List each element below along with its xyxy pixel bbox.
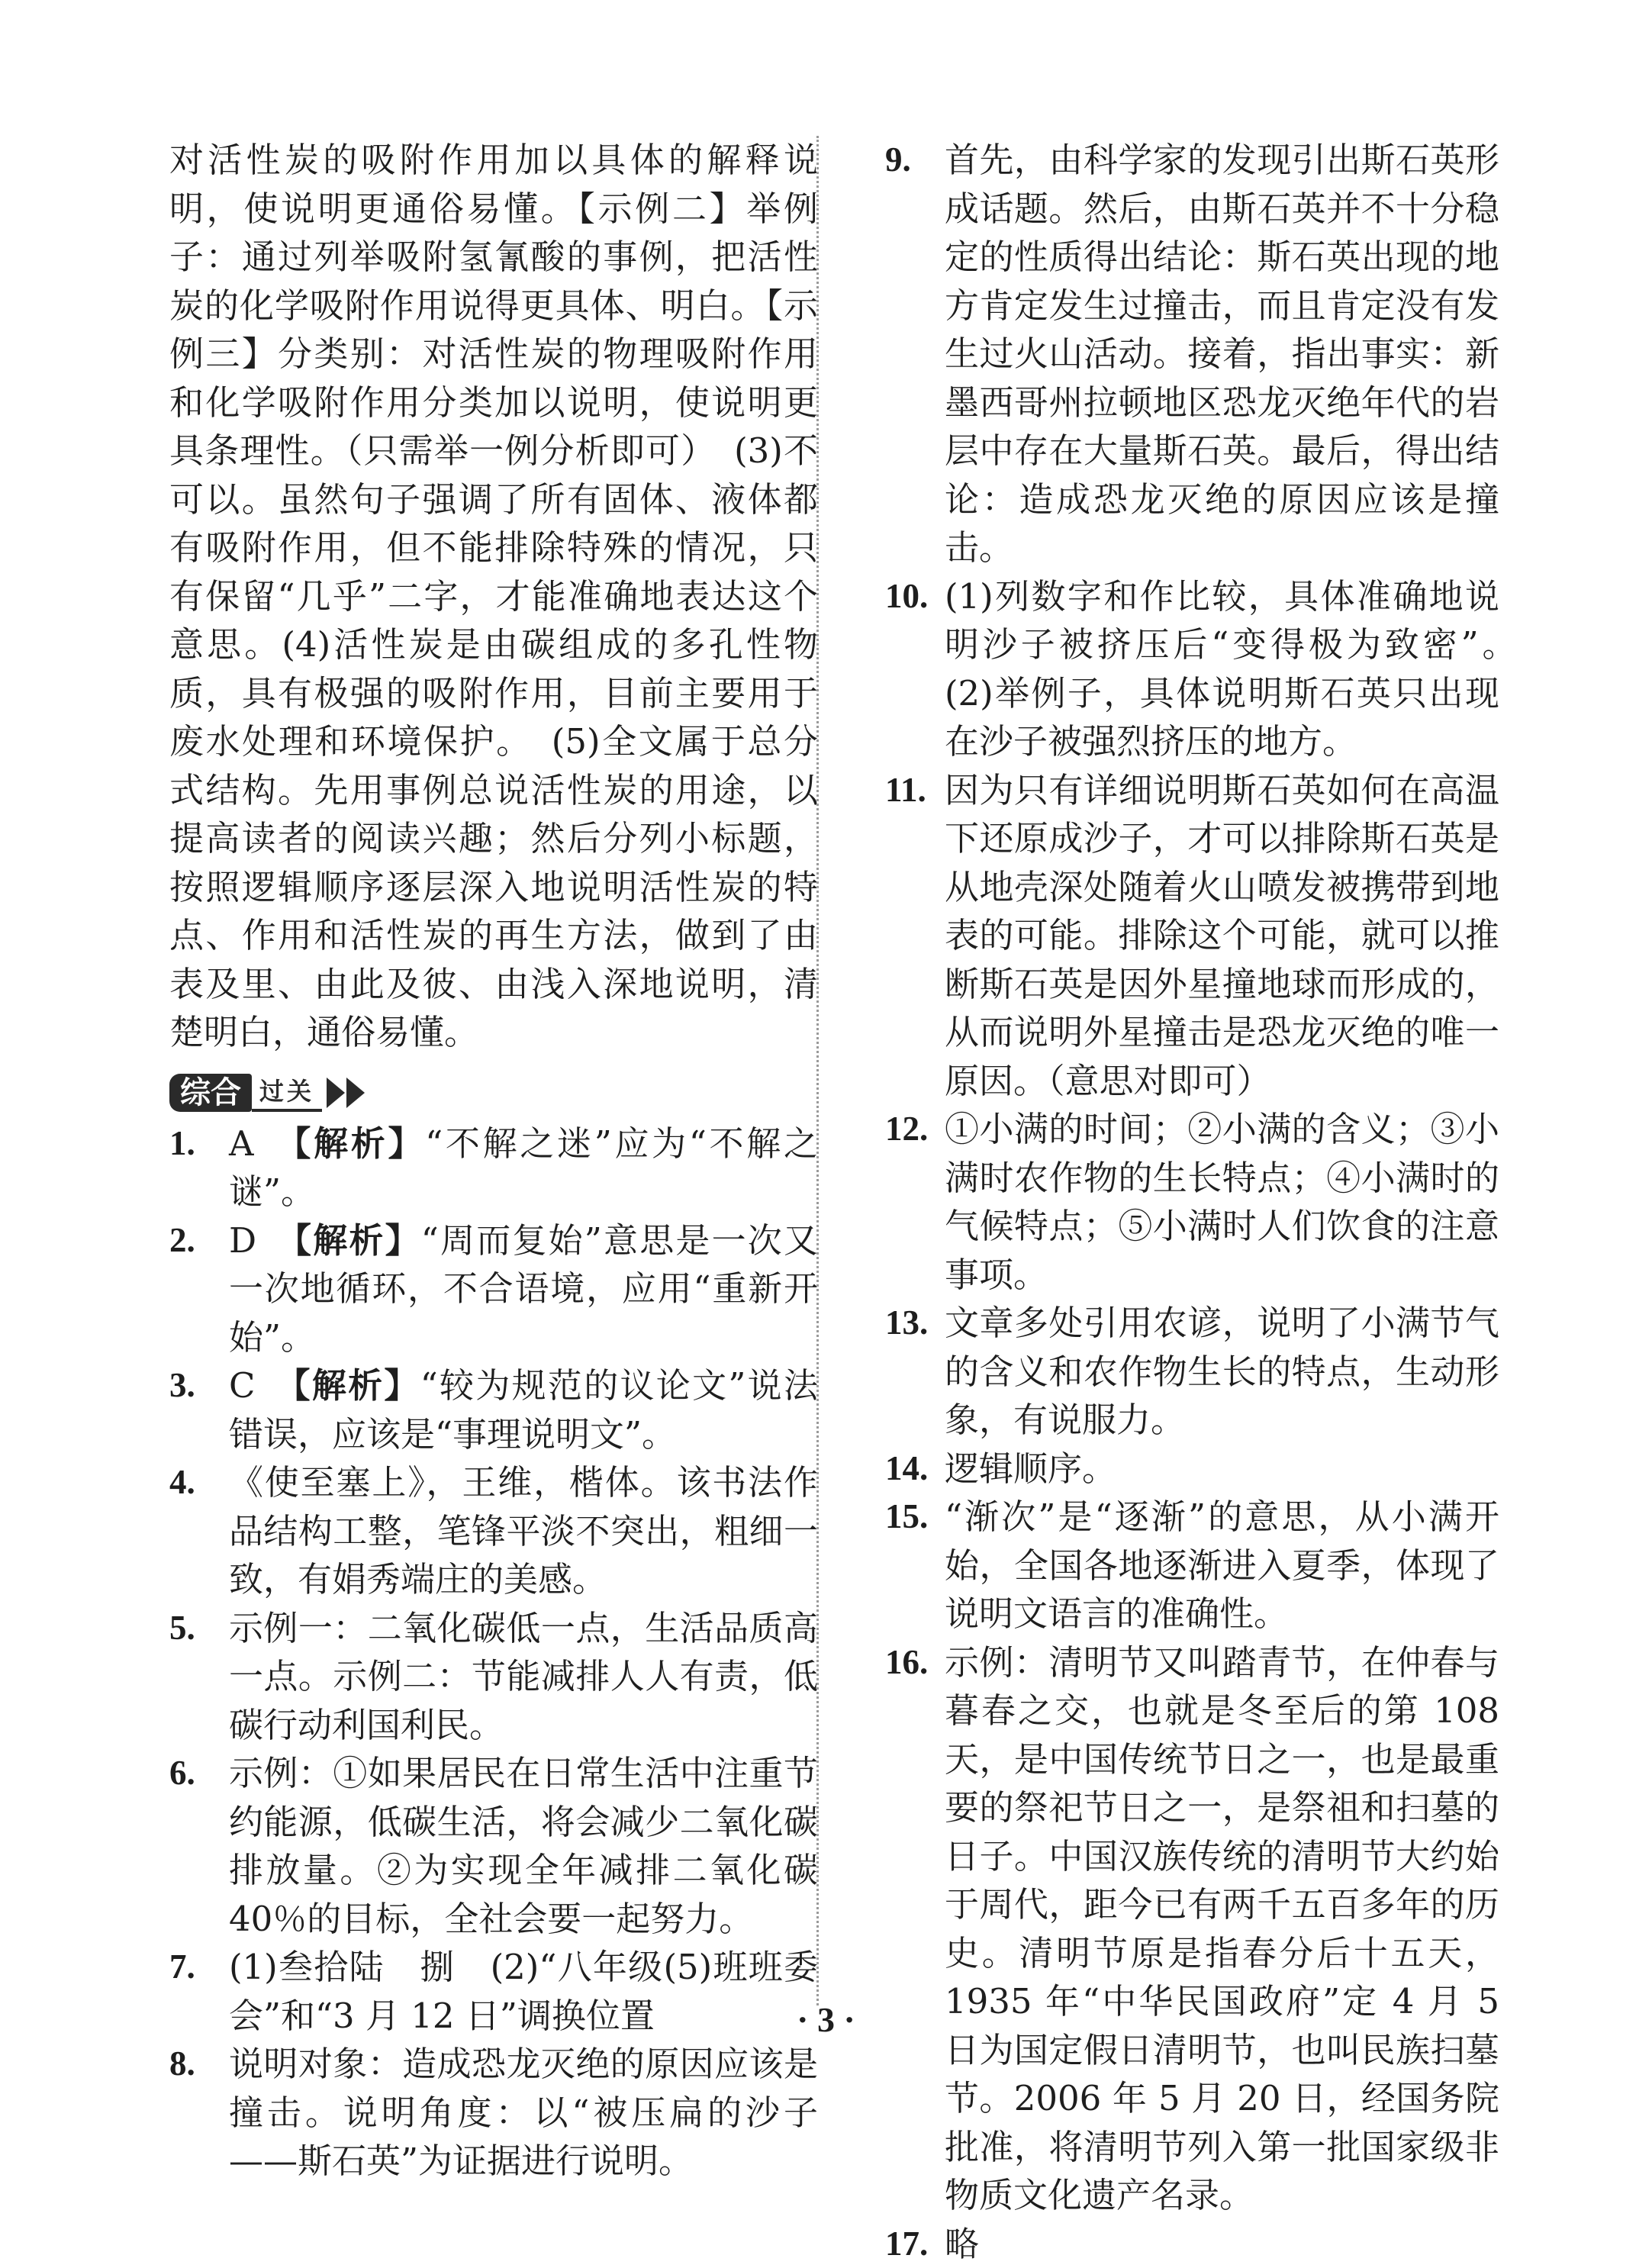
column-divider	[816, 136, 819, 2005]
item-number: 6.	[169, 1749, 229, 1798]
item-number: 1.	[169, 1120, 229, 1168]
section-header-zonghe	[169, 1069, 818, 1116]
item-text: 因为只有详细说明斯石英如何在高温下还原成沙子，才可以排除斯石英是从地壳深处随着火山喷发被携带到地表的可能。排除这个可能，就可以推断斯石英是因外星撞地球而形成的，从而说明外星撞击是恐龙灭绝的唯一原因。（意思对即可）	[945, 770, 1499, 1101]
item-number: 14.	[885, 1445, 945, 1493]
answer-item-1	[169, 1120, 818, 1216]
answer-item-11	[885, 766, 1499, 1106]
answer-item-10	[885, 572, 1499, 766]
item-text: 《使至塞上》，王维，楷体。该书法作品结构工整，笔锋平淡不突出，粗细一致，有娟秀端庄的美感。	[229, 1462, 818, 1600]
analysis-label: 【解析】	[294, 1123, 425, 1164]
item-text: “较为规范的议论文”说法错误，应该是“事理说明文”。	[229, 1365, 818, 1455]
double-arrow-icon	[327, 1078, 366, 1108]
answer-letter: D	[229, 1220, 256, 1261]
item-number: 2.	[169, 1216, 229, 1265]
item-number: 9.	[885, 136, 945, 185]
answer-item-16	[885, 1638, 1499, 2220]
item-number: 15.	[885, 1493, 945, 1542]
answer-item-6	[169, 1749, 818, 1943]
item-text: 首先，由科学家的发现引出斯石英形成话题。然后，由斯石英并不十分稳定的性质得出结论：斯石英出现的地方肯定发生过撞击，而且肯定没有发生过火山活动。接着，指出事实：新墨西哥州拉顿地区恐龙灭绝年代的岩层中存在大量斯石英。最后，得出结论：造成恐龙灭绝的原因应该是撞击。	[945, 140, 1499, 568]
answer-item-14	[885, 1445, 1499, 1493]
item-number: 12.	[885, 1105, 945, 1154]
item-number: 10.	[885, 572, 945, 621]
section-header-main: 综合	[169, 1074, 252, 1112]
answer-item-4	[169, 1458, 818, 1604]
item-text: 示例：①如果居民在日常生活中注重节约能源，低碳生活，将会减少二氧化碳排放量。②为实现全年减排二氧化碳 40％的目标，全社会要一起努力。	[229, 1753, 818, 1939]
item-number: 4.	[169, 1458, 229, 1507]
answer-item-9	[885, 136, 1499, 572]
answer-item-2	[169, 1216, 818, 1362]
answer-item-12	[885, 1105, 1499, 1299]
item-number: 13.	[885, 1299, 945, 1348]
item-text: “周而复始”意思是一次又一次地循环，不合语境，应用“重新开始”。	[229, 1220, 818, 1358]
left-column	[169, 136, 818, 2186]
answer-item-17	[885, 2220, 1499, 2268]
item-number: 8.	[169, 2040, 229, 2089]
item-text: 略	[945, 2224, 979, 2264]
analysis-label: 【解析】	[295, 1220, 421, 1261]
item-text: 说明对象：造成恐龙灭绝的原因应该是撞击。说明角度：以“被压扁的沙子——斯石英”为证据进行说明。	[229, 2044, 818, 2181]
item-text: (1)列数字和作比较，具体准确地说明沙子被挤压后“变得极为致密”。 (2)举例子，具体说明斯石英只出现在沙子被强烈挤压的地方。	[945, 576, 1534, 762]
analysis-label: 【解析】	[293, 1365, 420, 1406]
answer-letter: A	[229, 1123, 254, 1164]
item-text: “渐次”是“逐渐”的意思，从小满开始，全国各地逐渐进入夏季，体现了说明文语言的准确性。	[945, 1496, 1499, 1634]
item-number: 17.	[885, 2220, 945, 2268]
intro-paragraph: 对活性炭的吸附作用加以具体的解释说明，使说明更通俗易懂。【示例二】举例子：通过列举吸附氢氰酸的事例，把活性炭的化学吸附作用说得更具体、明白。【示例三】分类别：对活性炭的物理吸附作用和化学吸附作用分类加以说明，使说明更具条理性。（只需举一例分析即可） (3)不可以。虽然句子强调了所有固体、液体都有吸附作用，但不能排除特殊的情况，只有保留“几乎”二字，才能准确地表达这个意思。(4)活性炭是由碳组成的多孔性物质，具有极强的吸附作用，目前主要用于废水处理和环境保护。 (5)全文属于总分式结构。先用事例总说活性炭的用途，以提高读者的阅读兴趣；然后分列小标题，按照逻辑顺序逐层深入地说明活性炭的特点、作用和活性炭的再生方法，做到了由表及里、由此及彼、由浅入深地说明，清楚明白，通俗易懂。	[169, 136, 818, 1057]
item-text: 文章多处引用农谚，说明了小满节气的含义和农作物生长的特点，生动形象，有说服力。	[945, 1303, 1499, 1440]
item-text: 示例：清明节又叫踏青节，在仲春与暮春之交，也就是冬至后的第 108 天，是中国传统节日之一，也是最重要的祭祀节日之一，是祭祖和扫墓的日子。中国汉族传统的清明节大约始于周代，距今已有两千五百多年的历史。清明节原是指春分后十五天，1935 年“中华民国政府”定 4 月 5 日为国定假日清明节，也叫民族扫墓节。2006 年 5 月 20 日，经国务院批准，将清明节列入第一批国家级非物质文化遗产名录。	[945, 1642, 1499, 2216]
item-text: “不解之迷”应为“不解之谜”。	[229, 1123, 818, 1213]
item-number: 5.	[169, 1604, 229, 1653]
item-text: 逻辑顺序。	[945, 1448, 1116, 1489]
item-number: 16.	[885, 1638, 945, 1687]
item-text: (1)叁拾陆 捌 (2)“八年级(5)班班委会”和“3 月 12 日”调换位置	[229, 1947, 818, 2036]
answer-item-13	[885, 1299, 1499, 1445]
answer-item-8	[169, 2040, 818, 2186]
page-number: · 3 ·	[0, 1999, 1652, 2040]
item-number: 11.	[885, 766, 945, 815]
item-text: ①小满的时间；②小满的含义；③小满时农作物的生长特点；④小满时的气候特点；⑤小满时人们饮食的注意事项。	[945, 1109, 1499, 1295]
item-text: 示例一：二氧化碳低一点，生活品质高一点。示例二：节能减排人人有责，低碳行动利国利民。	[229, 1608, 818, 1745]
item-number: 7.	[169, 1943, 229, 1992]
answer-item-15	[885, 1493, 1499, 1638]
answer-item-5	[169, 1604, 818, 1750]
right-column	[885, 136, 1499, 2268]
answer-letter: C	[229, 1365, 255, 1406]
answer-item-3	[169, 1361, 818, 1458]
item-number: 3.	[169, 1361, 229, 1410]
section-header-sub: 过关	[252, 1074, 322, 1112]
